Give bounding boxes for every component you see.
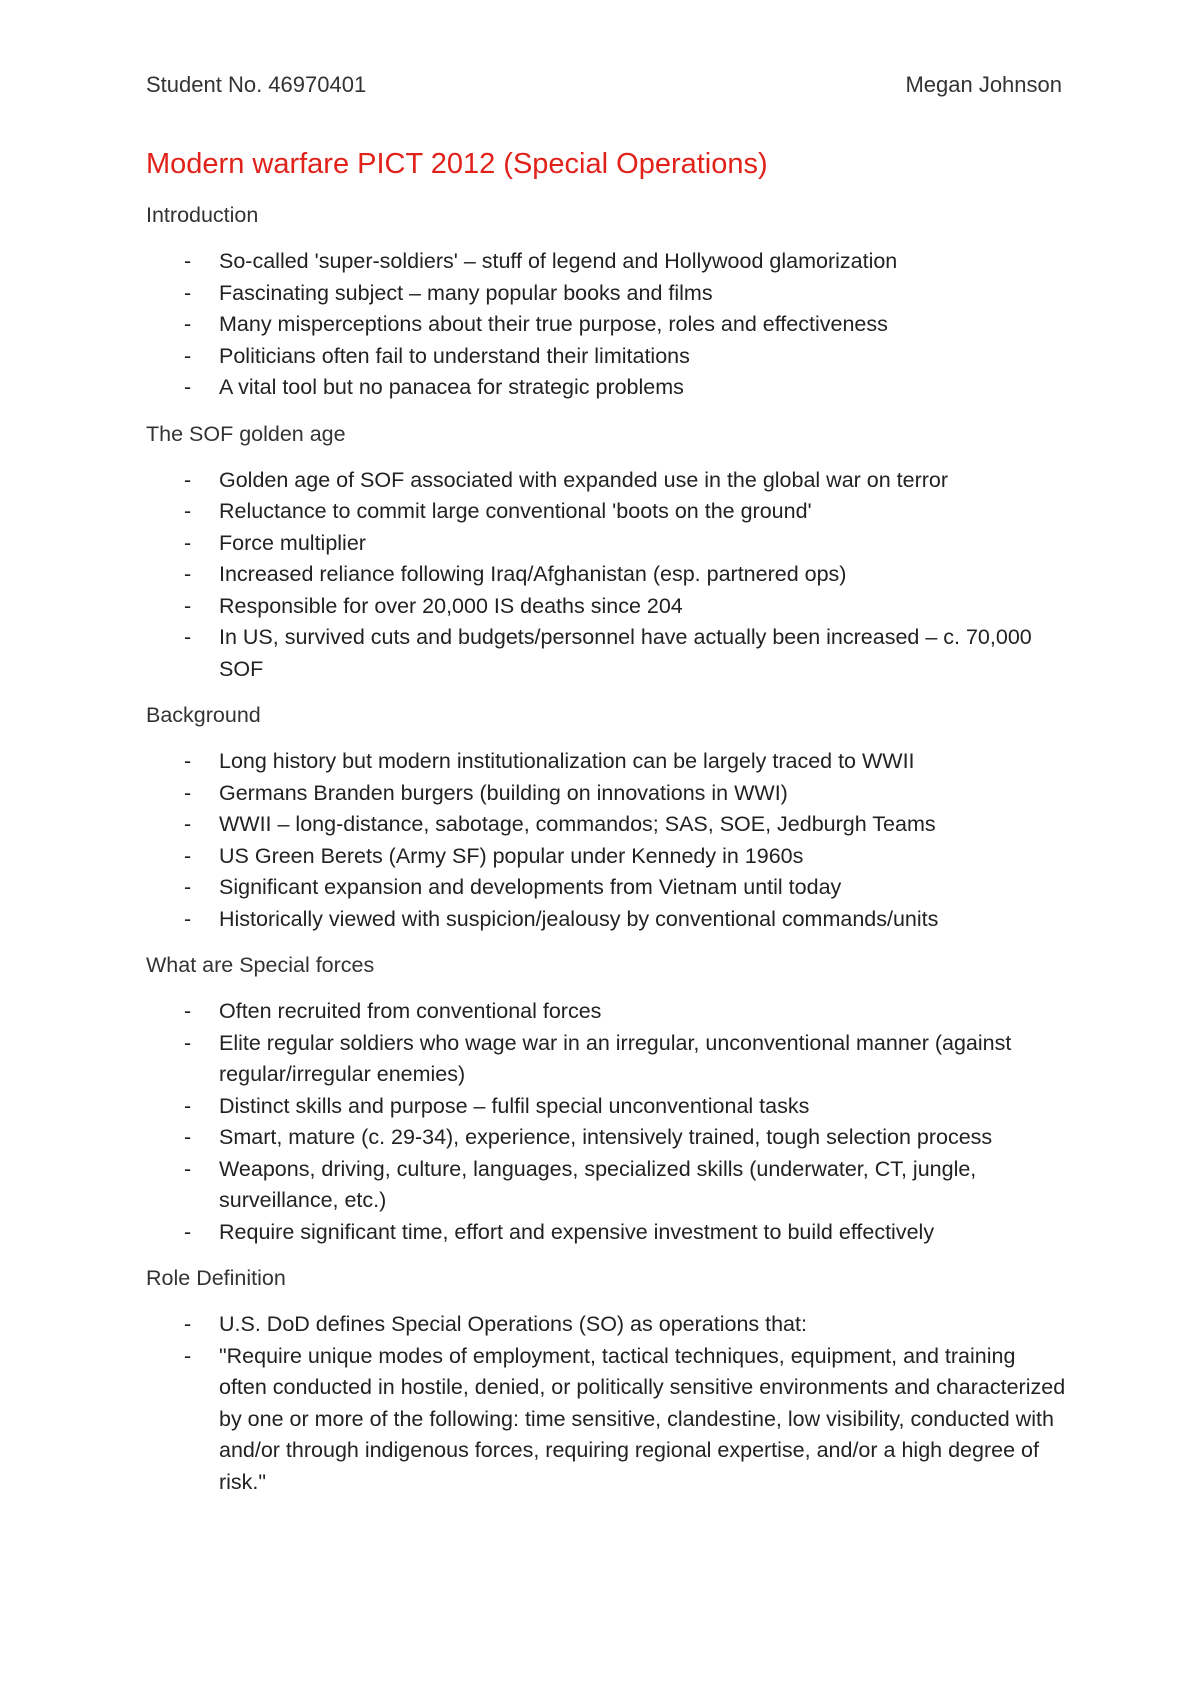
- list-item: [146, 278, 1066, 310]
- list-item: [146, 746, 1066, 778]
- dash-bullet: -: [184, 343, 192, 368]
- list-item: [146, 778, 1066, 810]
- list-item: [146, 246, 1066, 278]
- list-item-text: Responsible for over 20,000 IS deaths since 204: [219, 593, 683, 618]
- dash-bullet: -: [184, 1125, 192, 1149]
- list-item-text: Golden age of SOF associated with expanded use in the global war on terror: [219, 467, 949, 492]
- dash-bullet: -: [184, 280, 192, 305]
- dash-bullet: -: [184, 312, 192, 336]
- list-item-text: Often recruited from conventional forces: [219, 999, 602, 1023]
- section-what-are-special-forces: [146, 951, 1066, 1248]
- list-item-text: Germans Branden burgers (building on innovations in WWI): [219, 780, 788, 805]
- section-heading: Role Definition: [146, 1266, 286, 1290]
- dash-bullet: -: [184, 1156, 192, 1181]
- dash-bullet: -: [184, 1219, 192, 1244]
- list-item-text: Increased reliance following Iraq/Afghanistan (esp. partnered ops): [219, 562, 847, 586]
- dash-bullet: -: [184, 1312, 192, 1336]
- list-item-text: In US, survived cuts and budgets/personnel have actually been increased – c. 70,000 SOF: [219, 625, 1032, 681]
- list-item: [146, 872, 1066, 904]
- dash-bullet: -: [184, 1093, 192, 1118]
- list-item: [146, 996, 1066, 1028]
- list-item-text: Elite regular soldiers who wage war in an irregular, unconventional manner (against regular/irregular enemies): [219, 1030, 1012, 1086]
- section-heading: Background: [146, 703, 261, 727]
- section-introduction: [146, 201, 1066, 404]
- list-item-text: Weapons, driving, culture, languages, specialized skills (underwater, CT, jungle, surveillance, etc.): [219, 1156, 977, 1212]
- list-item: [146, 622, 1066, 685]
- list-item: [146, 559, 1066, 591]
- dash-bullet: -: [184, 780, 192, 805]
- dash-bullet: -: [184, 906, 192, 931]
- list-item-text: Reluctance to commit large conventional 'boots on the ground': [219, 499, 812, 523]
- section-heading: What are Special forces: [146, 953, 375, 977]
- section-sof-golden-age: [146, 420, 1066, 686]
- document-body: [146, 201, 1066, 1514]
- list-item-text: A vital tool but no panacea for strategic problems: [219, 375, 684, 399]
- list-item-text: So-called 'super-soldiers' – stuff of legend and Hollywood glamorization: [219, 249, 898, 273]
- section-heading: The SOF golden age: [146, 421, 346, 446]
- dash-bullet: -: [184, 999, 192, 1023]
- list-item: [146, 1091, 1066, 1123]
- document-title: Modern warfare PICT 2012 (Special Operations): [146, 148, 768, 180]
- bullet-list: [146, 746, 1066, 935]
- list-item: [146, 528, 1066, 560]
- list-item-text: Require significant time, effort and expensive investment to build effectively: [219, 1219, 935, 1244]
- list-item-text: Significant expansion and developments from Vietnam until today: [219, 875, 842, 899]
- list-item-text: U.S. DoD defines Special Operations (SO) as operations that:: [219, 1312, 807, 1336]
- list-item: [146, 496, 1066, 528]
- list-item-text: Smart, mature (c. 29-34), experience, intensively trained, tough selection process: [219, 1125, 993, 1149]
- dash-bullet: -: [184, 499, 192, 523]
- list-item-text: Politicians often fail to understand their limitations: [219, 343, 690, 368]
- dash-bullet: -: [184, 1030, 192, 1055]
- student-number: Student No. 46970401: [146, 72, 367, 97]
- dash-bullet: -: [184, 530, 192, 555]
- list-item: [146, 465, 1066, 497]
- dash-bullet: -: [184, 812, 192, 836]
- list-item-text: Many misperceptions about their true purpose, roles and effectiveness: [219, 312, 888, 336]
- page-header: [146, 72, 1062, 98]
- section-role-definition: [146, 1264, 1066, 1498]
- dash-bullet: -: [184, 467, 192, 492]
- dash-bullet: -: [184, 1343, 192, 1368]
- dash-bullet: -: [184, 249, 192, 273]
- list-item: [146, 341, 1066, 373]
- list-item-text: Fascinating subject – many popular books and films: [219, 280, 713, 305]
- dash-bullet: -: [184, 593, 192, 618]
- author-name: Megan Johnson: [905, 72, 1062, 97]
- list-item: [146, 591, 1066, 623]
- list-item: [146, 904, 1066, 936]
- list-item-text: US Green Berets (Army SF) popular under Kennedy in 1960s: [219, 843, 804, 868]
- dash-bullet: -: [184, 562, 192, 586]
- list-item: [146, 1341, 1066, 1499]
- section-background: [146, 701, 1066, 935]
- list-item: [146, 1028, 1066, 1091]
- list-item: [146, 809, 1066, 841]
- dash-bullet: -: [184, 749, 192, 773]
- list-item: [146, 309, 1066, 341]
- list-item-text: Historically viewed with suspicion/jealousy by conventional commands/units: [219, 906, 939, 931]
- section-heading: Introduction: [146, 203, 259, 227]
- list-item: [146, 1154, 1066, 1217]
- list-item: [146, 1217, 1066, 1249]
- list-item: [146, 372, 1066, 404]
- dash-bullet: -: [184, 875, 192, 899]
- dash-bullet: -: [184, 843, 192, 868]
- bullet-list: [146, 465, 1066, 686]
- dash-bullet: -: [184, 375, 192, 399]
- list-item: [146, 1122, 1066, 1154]
- list-item-text: WWII – long-distance, sabotage, commandos; SAS, SOE, Jedburgh Teams: [219, 812, 936, 836]
- list-item-text: Distinct skills and purpose – fulfil special unconventional tasks: [219, 1093, 810, 1118]
- list-item: [146, 1309, 1066, 1341]
- list-item-text: Force multiplier: [219, 530, 366, 555]
- bullet-list: [146, 996, 1066, 1248]
- dash-bullet: -: [184, 625, 192, 649]
- bullet-list: [146, 246, 1066, 404]
- list-item-text: "Require unique modes of employment, tactical techniques, equipment, and training often conducted in hostile, denied, or politically sensitive environments and characterized by one or more of the following: time sensitive, clandestine, low visibility, conducted with and/or through indigenous forces, requiring regional expertise, and/or a high degree of risk.": [219, 1343, 1066, 1494]
- bullet-list: [146, 1309, 1066, 1498]
- list-item-text: Long history but modern institutionalization can be largely traced to WWII: [219, 749, 915, 773]
- list-item: [146, 841, 1066, 873]
